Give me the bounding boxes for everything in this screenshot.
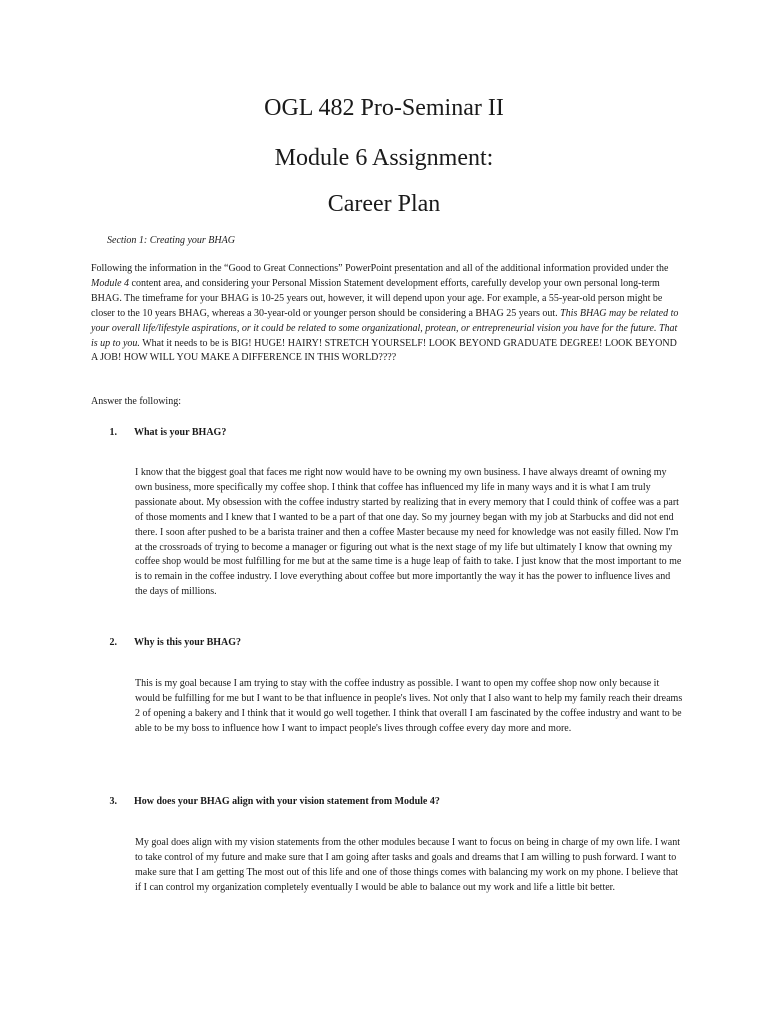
intro-paragraph	[91, 262, 681, 366]
intro-italic-text: This BHAG may be related to your overall life/lifestyle aspirations, or it could be related to some organizational, protean, or entrepreneurial vision you have for the future. That is up to you.	[91, 307, 679, 349]
answer-3: My goal does align with my vision statements from the other modules because I want to focus on being in charge of my own life. I want to take control of my future and make sure that I am going after tasks and goals and dreams that I am willing to push forward. I want to make sure that I am getting The most out of this life and one of those things comes with balancing my work on my phone. I believe that if I can control my organization completely eventually I would be able to balance out my work and life a little bit better.	[135, 837, 680, 893]
assignment-subtitle: Career Plan	[327, 191, 441, 217]
question-number: 1.	[109, 427, 117, 438]
intro-module-ref: Module 4	[91, 277, 130, 289]
question-1	[91, 427, 691, 438]
course-title: OGL 482 Pro-Seminar II	[264, 95, 504, 121]
assignment-title: Module 6 Assignment:	[274, 145, 494, 171]
intro-text-1: Following the information in the “Good to Great Connections” PowerPoint presentation and all of the additional information provided under the	[91, 263, 669, 274]
question-text: What is your BHAG?	[134, 427, 227, 438]
answer-1: I know that the biggest goal that faces me right now would have to be owning my own business. I have always dreamt of owning my own business, more specifically my coffee shop. I think that coffee has influenced my life in many ways and it is what I am truly passionate about. My obsession with the coffee industry started by realizing that in every memory that I could think of coffee was a part of those moments and I knew that I wanted to be a part of that one day. So my journey began with my job at Starbucks and did not end there. I soon after pushed to be a barista trainer and then a coffee Master because my need for knowledge was not easily filled. Now I'm at the crossroads of trying to become a manager or figuring out what is the next stage of my life but ultimately I know that owning my coffee shop would be most fulfilling for me but at the same time is a huge leap of faith to take. I just know that the most important to me is to remain in the coffee industry. I love everything about coffee but more importantly the way it has the power to influence lives and the days of millions.	[135, 467, 682, 598]
intro-text-2: content area, and considering your Personal Mission Statement development efforts, carefully develop your own personal long-term BHAG. The timeframe for your BHAG is 10-25 years out, however, it will depend upon your age. For example, a 55-year-old person might be closer to the 10 years BHAG, whereas a 30-year-old or younger person should be considering a BHAG 25 years out.	[91, 277, 663, 319]
answer-lead: Answer the following:	[91, 396, 181, 407]
question-number: 2.	[109, 637, 117, 648]
question-text: How does your BHAG align with your vision statement from Module 4?	[134, 796, 440, 807]
question-2	[91, 637, 691, 648]
question-3	[91, 796, 691, 807]
question-number: 3.	[109, 796, 117, 807]
answer-2: This is my goal because I am trying to stay with the coffee industry as possible. I want to open my coffee shop now only because it would be fulfilling for me but I want to be that influence in people's lives. Not only that I also want to help my family reach their dreams 2 of opening a bakery and I think that it would go well together. I think that overall I am fascinated by the coffee industry and want to be able to be my boss to influence how I want to impact people's lives through coffee every day more and more.	[135, 678, 683, 734]
intro-text-3: What it needs to be is BIG! HUGE! HAIRY! STRETCH YOURSELF! LOOK BEYOND GRADUATE DEGREE! LOOK BEYOND A JOB! HOW WILL YOU MAKE A DIFFERENCE IN THIS WORLD????	[91, 337, 677, 364]
section-heading: Section 1: Creating your BHAG	[107, 235, 235, 246]
question-text: Why is this your BHAG?	[134, 637, 242, 648]
